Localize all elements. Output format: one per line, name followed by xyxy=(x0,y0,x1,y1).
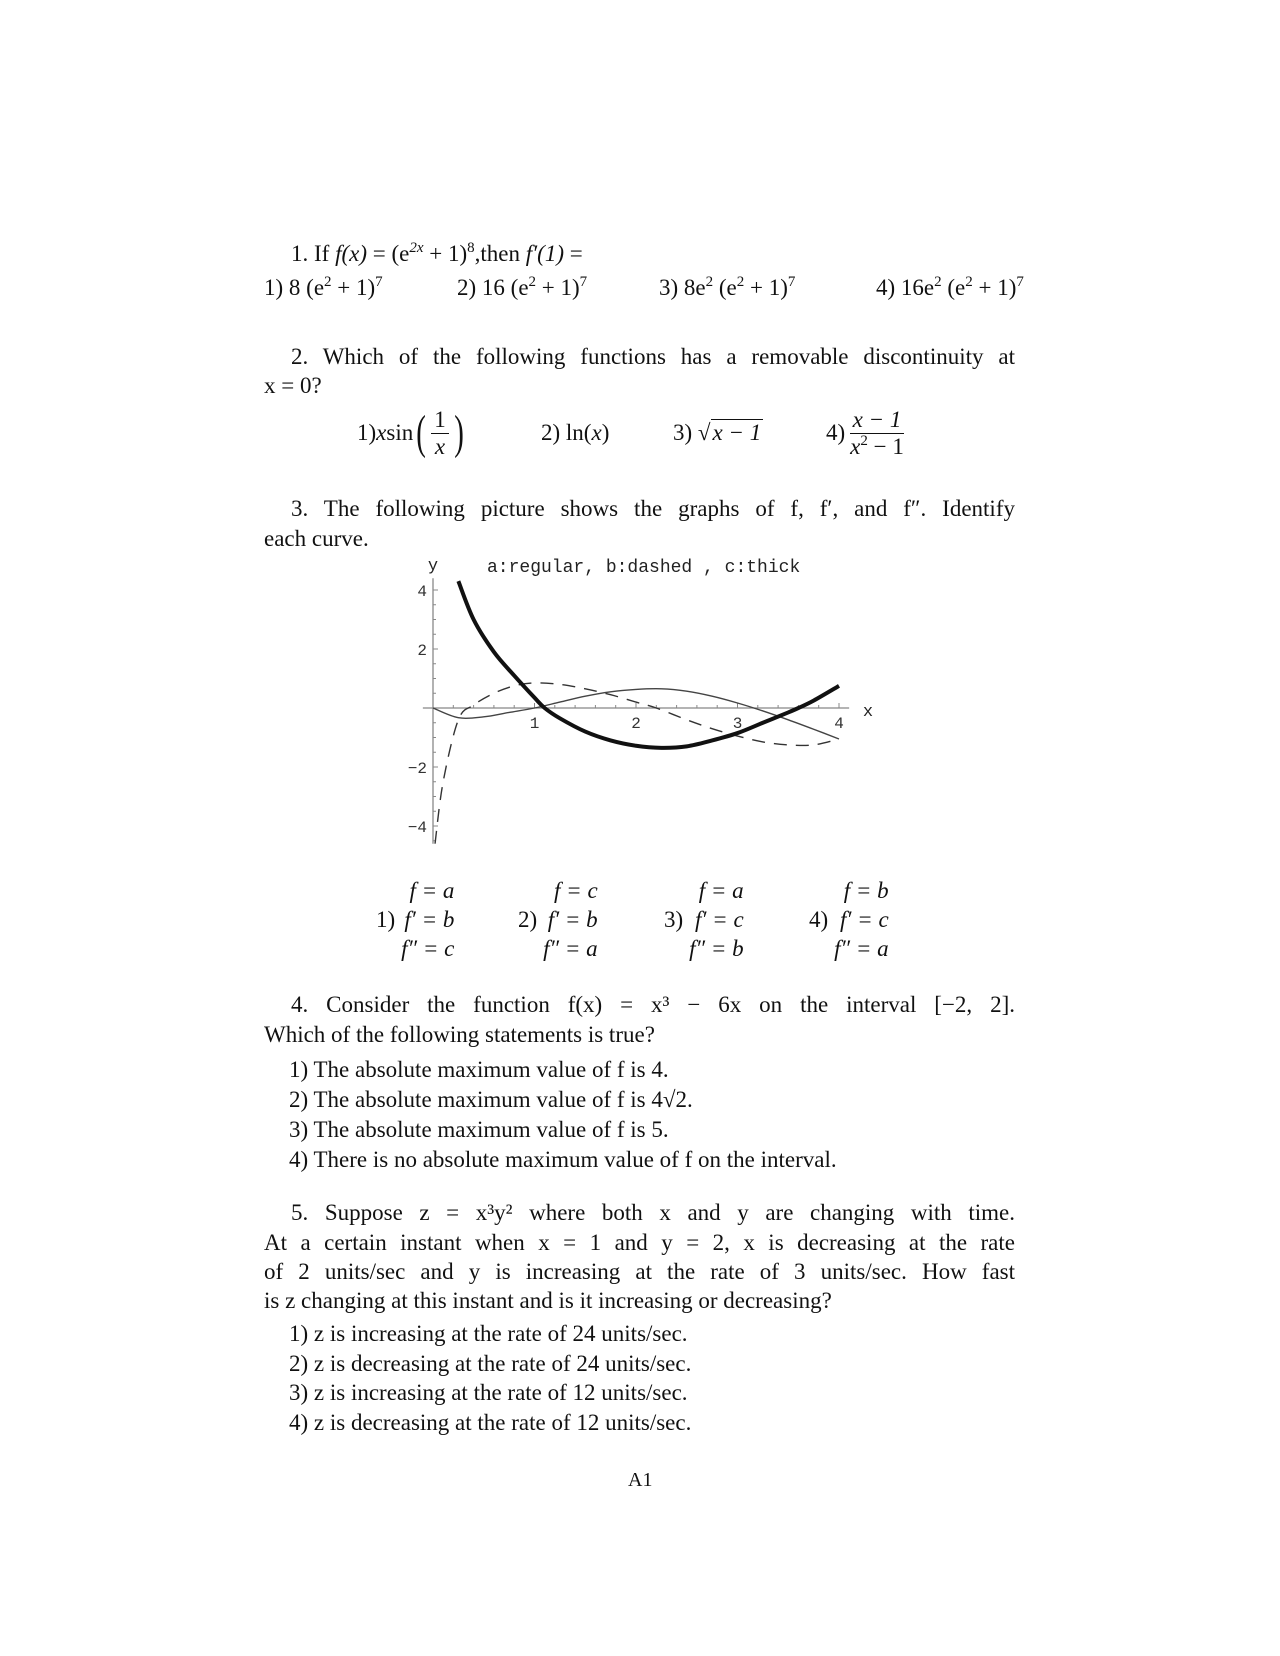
option-text: ) xyxy=(601,420,610,445)
y-tick-label: −4 xyxy=(407,819,427,837)
answer-fsecond: f″ = a xyxy=(543,936,598,961)
answer-fsecond: f″ = a xyxy=(834,936,889,961)
x-tick-label: 1 xyxy=(529,715,540,733)
y-axis-label: y xyxy=(427,557,439,576)
y-tick-label: 2 xyxy=(417,642,427,660)
q1-stem xyxy=(264,239,1015,269)
left-paren: ( xyxy=(416,406,427,459)
option-text: 2) 16 (e xyxy=(457,275,529,300)
q3-answer-2 xyxy=(518,876,598,963)
option-text: 2) ln( xyxy=(541,420,592,445)
chart-title-legend: a:regular, b:dashed , c:thick xyxy=(487,558,801,578)
q1-then: ,then xyxy=(474,241,526,266)
page-label: A1 xyxy=(628,1469,653,1491)
answer-stack xyxy=(401,876,454,963)
q1-option-1 xyxy=(264,273,383,303)
numerator: 1 xyxy=(431,407,449,434)
graph-f-fprime-fsecond xyxy=(380,540,880,860)
answer-f: f = a xyxy=(409,878,455,903)
x-tick-label: 4 xyxy=(834,715,844,733)
option-text: (e xyxy=(941,275,966,300)
answer-fprime: f′ = c xyxy=(695,907,744,932)
q1-number: 1. If xyxy=(291,241,336,266)
answer-stack xyxy=(543,876,598,963)
q1-eq: = (e xyxy=(367,241,410,266)
x-axis-label: x xyxy=(862,703,874,722)
option-sup: 7 xyxy=(579,274,588,290)
option-sup: 2 xyxy=(934,274,942,290)
q3-answer-4 xyxy=(809,876,889,963)
q1-end: = xyxy=(564,241,583,266)
answer-stack xyxy=(834,876,889,963)
answer-fsecond: f″ = b xyxy=(689,936,744,961)
option-number: 4) xyxy=(826,420,846,445)
option-sup: 2 xyxy=(528,274,537,290)
q5-line-3: of 2 units/sec and y is increasing at the rate of 3 units/sec. How fast xyxy=(264,1259,1015,1284)
q2-option-3 xyxy=(673,418,763,448)
q3-line-1: 3. The following picture shows the graphs of f, f′, and f″. Identify xyxy=(291,496,1015,521)
answer-fprime: f′ = b xyxy=(404,907,455,932)
q2-line-1: 2. Which of the following functions has a removable discontinuity at xyxy=(291,344,1015,369)
q5-line-2: At a certain instant when x = 1 and y = 2, x is decreasing at the rate xyxy=(264,1230,1015,1255)
y-tick-label: −2 xyxy=(407,760,427,778)
q1-option-4 xyxy=(876,273,1024,303)
denominator xyxy=(847,434,907,460)
q4-line-2: Which of the following statements is true? xyxy=(264,1022,655,1047)
option-text: 1) 8 (e xyxy=(264,275,325,300)
q1-fprime: f′(1) xyxy=(525,241,565,266)
q3-answer-3 xyxy=(664,876,744,963)
q4-option-3: 3) The absolute maximum value of f is 5. xyxy=(289,1117,669,1142)
option-math: x xyxy=(591,420,602,445)
q1-option-2 xyxy=(457,273,587,303)
y-tick-label: 4 xyxy=(417,583,427,601)
answer-fprime: f′ = b xyxy=(547,907,598,932)
q3-line-2: each curve. xyxy=(264,526,369,551)
option-sup: 7 xyxy=(1016,274,1024,290)
option-text: + 1) xyxy=(536,275,580,300)
answer-f: f = c xyxy=(554,878,598,903)
q2-option-4 xyxy=(826,405,909,461)
q2-option-1 xyxy=(357,405,467,461)
q2-option-2 xyxy=(541,418,609,448)
option-text: (e xyxy=(713,275,737,300)
option-text: + 1) xyxy=(331,275,376,300)
q5-option-3: 3) z is increasing at the rate of 12 units/sec. xyxy=(289,1380,688,1405)
fraction xyxy=(847,407,907,460)
q5-line-1: 5. Suppose z = x³y² where both x and y are changing with time. xyxy=(291,1200,1015,1225)
answer-number: 1) xyxy=(376,906,396,932)
answer-stack xyxy=(689,876,744,963)
q2-line-2: x = 0? xyxy=(264,373,322,398)
q4-option-1: 1) The absolute maximum value of f is 4. xyxy=(289,1057,669,1082)
answer-f: f = b xyxy=(843,878,889,903)
q4-line-1: 4. Consider the function f(x) = x³ − 6x on the interval [−2, 2]. xyxy=(291,992,1015,1017)
q3-answer-1 xyxy=(376,876,454,963)
q4-option-4: 4) There is no absolute maximum value of f on the interval. xyxy=(289,1147,837,1172)
option-sup: 7 xyxy=(787,274,796,290)
numerator: x − 1 xyxy=(850,407,905,434)
q5-line-4: is z changing at this instant and is it increasing or decreasing? xyxy=(264,1288,832,1313)
q1-mid: + 1) xyxy=(423,241,468,266)
option-sup: 2 xyxy=(705,274,714,290)
radicand: x − 1 xyxy=(712,420,762,445)
x-tick-label: 2 xyxy=(631,715,641,733)
answer-f: f = a xyxy=(698,878,744,903)
answer-number: 3) xyxy=(664,906,684,932)
den-base: x xyxy=(850,433,861,459)
q1-option-3 xyxy=(659,273,795,303)
option-text: 3) √ xyxy=(673,420,711,445)
q1-fx: f(x) xyxy=(335,241,367,266)
answer-fsecond: f″ = c xyxy=(401,936,455,961)
q1-exp: 2x xyxy=(409,240,424,256)
q1-pow: 8 xyxy=(467,240,475,256)
option-text: + 1) xyxy=(744,275,788,300)
series-group xyxy=(433,581,839,844)
q5-option-2: 2) z is decreasing at the rate of 24 units/sec. xyxy=(289,1351,692,1376)
series-c-thick xyxy=(458,581,839,748)
option-text: 3) 8e xyxy=(659,275,706,300)
den-rest: − 1 xyxy=(867,433,904,459)
answer-number: 4) xyxy=(809,906,829,932)
option-math: x xyxy=(376,420,387,445)
denominator: x xyxy=(434,433,446,459)
answer-fprime: f′ = c xyxy=(840,907,889,932)
option-number: 1) xyxy=(357,420,377,445)
x-tick-label: 3 xyxy=(732,715,743,733)
option-text: sin xyxy=(386,420,414,445)
option-text: 4) 16e xyxy=(876,275,935,300)
fraction xyxy=(431,407,449,460)
right-paren: ) xyxy=(453,406,464,459)
q5-option-4: 4) z is decreasing at the rate of 12 units/sec. xyxy=(289,1410,692,1435)
q4-option-2: 2) The absolute maximum value of f is 4√2. xyxy=(289,1087,693,1112)
q5-option-1: 1) z is increasing at the rate of 24 units/sec. xyxy=(289,1321,688,1346)
option-sup: 7 xyxy=(375,274,383,290)
option-sup: 2 xyxy=(324,274,332,290)
den-exp: 2 xyxy=(860,432,868,449)
option-sup: 2 xyxy=(965,274,973,290)
option-sup: 2 xyxy=(736,274,745,290)
option-text: + 1) xyxy=(972,275,1017,300)
answer-number: 2) xyxy=(518,906,538,932)
